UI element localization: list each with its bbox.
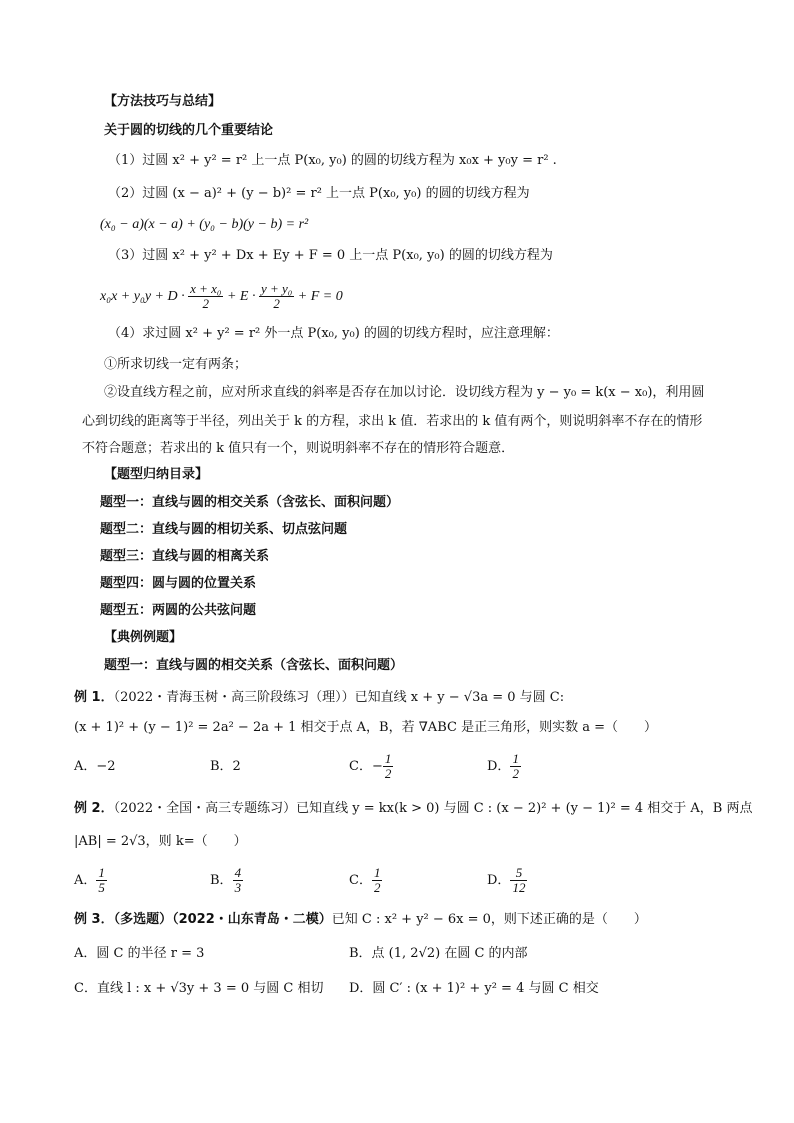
option-label: D． bbox=[487, 873, 511, 888]
note-2-line-2: 心到切线的距离等于半径，列出关于 k 的方程，求出 k 值．若求出的 k 值有两个，则说明斜率不存在的情形 bbox=[82, 414, 703, 429]
eq3-part-b: + E · bbox=[226, 289, 256, 304]
frac-numerator: 1 bbox=[512, 751, 519, 766]
eq3-fraction-1 bbox=[188, 282, 223, 311]
example-2-option-b bbox=[210, 866, 243, 896]
option-label: C． bbox=[349, 759, 372, 774]
example-3-option-b: B．点 (1, 2√2) 在圆 C 的内部 bbox=[349, 946, 528, 961]
note-2-line-3: 不符合题意；若求出的 k 值只有一个，则说明斜率不存在的情形符合题意． bbox=[82, 441, 515, 456]
example-3-option-a: A．圆 C 的半径 r = 3 bbox=[74, 946, 205, 961]
example-2-line-2: |AB| = 2√3，则 k=（ ） bbox=[74, 834, 247, 849]
method-header: 【方法技巧与总结】 bbox=[104, 94, 222, 109]
eq3-part-c: + F = 0 bbox=[297, 289, 343, 304]
catalog-header: 【题型归纳目录】 bbox=[104, 467, 209, 482]
catalog-item: 题型二：直线与圆的相切关系、切点弦问题 bbox=[100, 522, 348, 537]
frac-denominator: 2 bbox=[384, 766, 392, 781]
frac-numerator: x + x₀ bbox=[190, 281, 222, 297]
section-title: 题型一：直线与圆的相交关系（含弦长、面积问题） bbox=[104, 658, 404, 673]
frac-denominator: 2 bbox=[202, 296, 210, 312]
example-1-option-a: A．−2 bbox=[74, 759, 116, 774]
example-2-source: （2022・全国・高三专题练习）已知直线 y = kx(k > 0) 与圆 C : (x − 2)² + (y − 1)² = 4 相交于 A，B 两点 bbox=[113, 801, 753, 816]
option-label: C． bbox=[349, 873, 372, 888]
frac-numerator: 1 bbox=[98, 865, 105, 880]
catalog-item: 题型五：两圆的公共弦问题 bbox=[100, 603, 257, 618]
option-fraction bbox=[383, 752, 394, 781]
example-2-line-1 bbox=[74, 800, 752, 818]
catalog-item: 题型四：圆与圆的位置关系 bbox=[100, 576, 257, 591]
example-1-source: （2022・青海玉树・高三阶段练习（理））已知直线 x + y − √3a = 0 与圆 C: bbox=[113, 690, 565, 705]
example-3-source: （多选题）（2022・山东青岛・二模） bbox=[113, 912, 332, 927]
frac-numerator: 5 bbox=[510, 866, 527, 881]
frac-numerator: 4 bbox=[234, 865, 242, 880]
conclusion-3-equation bbox=[100, 280, 343, 314]
example-1-label: 例 1． bbox=[74, 690, 114, 705]
example-2-option-c bbox=[349, 866, 382, 896]
option-sign: − bbox=[371, 759, 383, 774]
example-1-option-c bbox=[349, 752, 393, 782]
example-2-option-d bbox=[487, 866, 527, 896]
example-2-label: 例 2． bbox=[74, 801, 114, 816]
catalog-item: 题型一：直线与圆的相交关系（含弦长、面积问题） bbox=[100, 495, 400, 510]
conclusion-3: （3）过圆 x² + y² + Dx + Ey + F = 0 上一点 P(x₀, y₀) 的圆的切线方程为 bbox=[108, 248, 553, 263]
conclusion-2: （2）过圆 (x − a)² + (y − b)² = r² 上一点 P(x₀, y₀) 的圆的切线方程为 bbox=[108, 186, 530, 201]
frac-denominator: 2 bbox=[373, 880, 381, 895]
example-1-line-1 bbox=[74, 689, 564, 707]
frac-numerator: y + y₀ bbox=[260, 281, 293, 297]
example-1-option-b: B．2 bbox=[210, 759, 241, 774]
frac-denominator: 2 bbox=[273, 296, 280, 312]
frac-denominator: 3 bbox=[234, 880, 242, 895]
eq3-part-a: x₀x + y₀y + D · bbox=[100, 289, 185, 304]
option-fraction bbox=[510, 866, 527, 895]
method-title: 关于圆的切线的几个重要结论 bbox=[104, 123, 274, 138]
examples-header: 【典例例题】 bbox=[104, 630, 183, 645]
conclusion-1: （1）过圆 x² + y² = r² 上一点 P(x₀, y₀) 的圆的切线方程为 x₀x + y₀y = r² . bbox=[108, 153, 557, 168]
frac-denominator: 2 bbox=[512, 766, 519, 781]
example-3-line-1 bbox=[74, 911, 647, 929]
option-fraction bbox=[233, 866, 244, 895]
catalog-item: 题型三：直线与圆的相离关系 bbox=[100, 549, 270, 564]
frac-numerator: 1 bbox=[384, 751, 392, 766]
option-label: A． bbox=[74, 873, 97, 888]
example-3-label: 例 3． bbox=[74, 912, 114, 927]
example-3-text: 已知 C : x² + y² − 6x = 0，则下述正确的是（ ） bbox=[331, 912, 647, 927]
example-3-option-c: C．直线 l : x + √3y + 3 = 0 与圆 C 相切 bbox=[74, 981, 324, 996]
option-label: D． bbox=[487, 759, 511, 774]
example-3-option-d: D．圆 C′ : (x + 1)² + y² = 4 与圆 C 相交 bbox=[349, 981, 599, 996]
example-1-line-2: (x + 1)² + (y − 1)² = 2a² − 2a + 1 相交于点 A，B，若 ∇ABC 是正三角形，则实数 a =（ ） bbox=[74, 720, 657, 735]
conclusion-4: （4）求过圆 x² + y² = r² 外一点 P(x₀, y₀) 的圆的切线方程时，应注意理解： bbox=[108, 326, 559, 341]
conclusion-2-equation: (x₀ − a)(x − a) + (y₀ − b)(y − b) = r² bbox=[100, 217, 309, 232]
frac-numerator: 1 bbox=[373, 865, 381, 880]
frac-denominator: 12 bbox=[512, 880, 526, 895]
option-fraction bbox=[372, 866, 383, 895]
example-1-option-d bbox=[487, 752, 521, 782]
note-2-line-1: ②设直线方程之前，应对所求直线的斜率是否存在加以讨论．设切线方程为 y − y₀ = k(x − x₀)，利用圆 bbox=[104, 385, 705, 400]
option-fraction bbox=[510, 752, 521, 781]
note-1: ①所求切线一定有两条； bbox=[104, 357, 248, 372]
option-label: B． bbox=[210, 873, 233, 888]
frac-denominator: 5 bbox=[98, 880, 105, 895]
option-fraction bbox=[96, 866, 107, 895]
eq3-fraction-2 bbox=[259, 282, 294, 311]
example-2-option-a bbox=[74, 866, 107, 896]
